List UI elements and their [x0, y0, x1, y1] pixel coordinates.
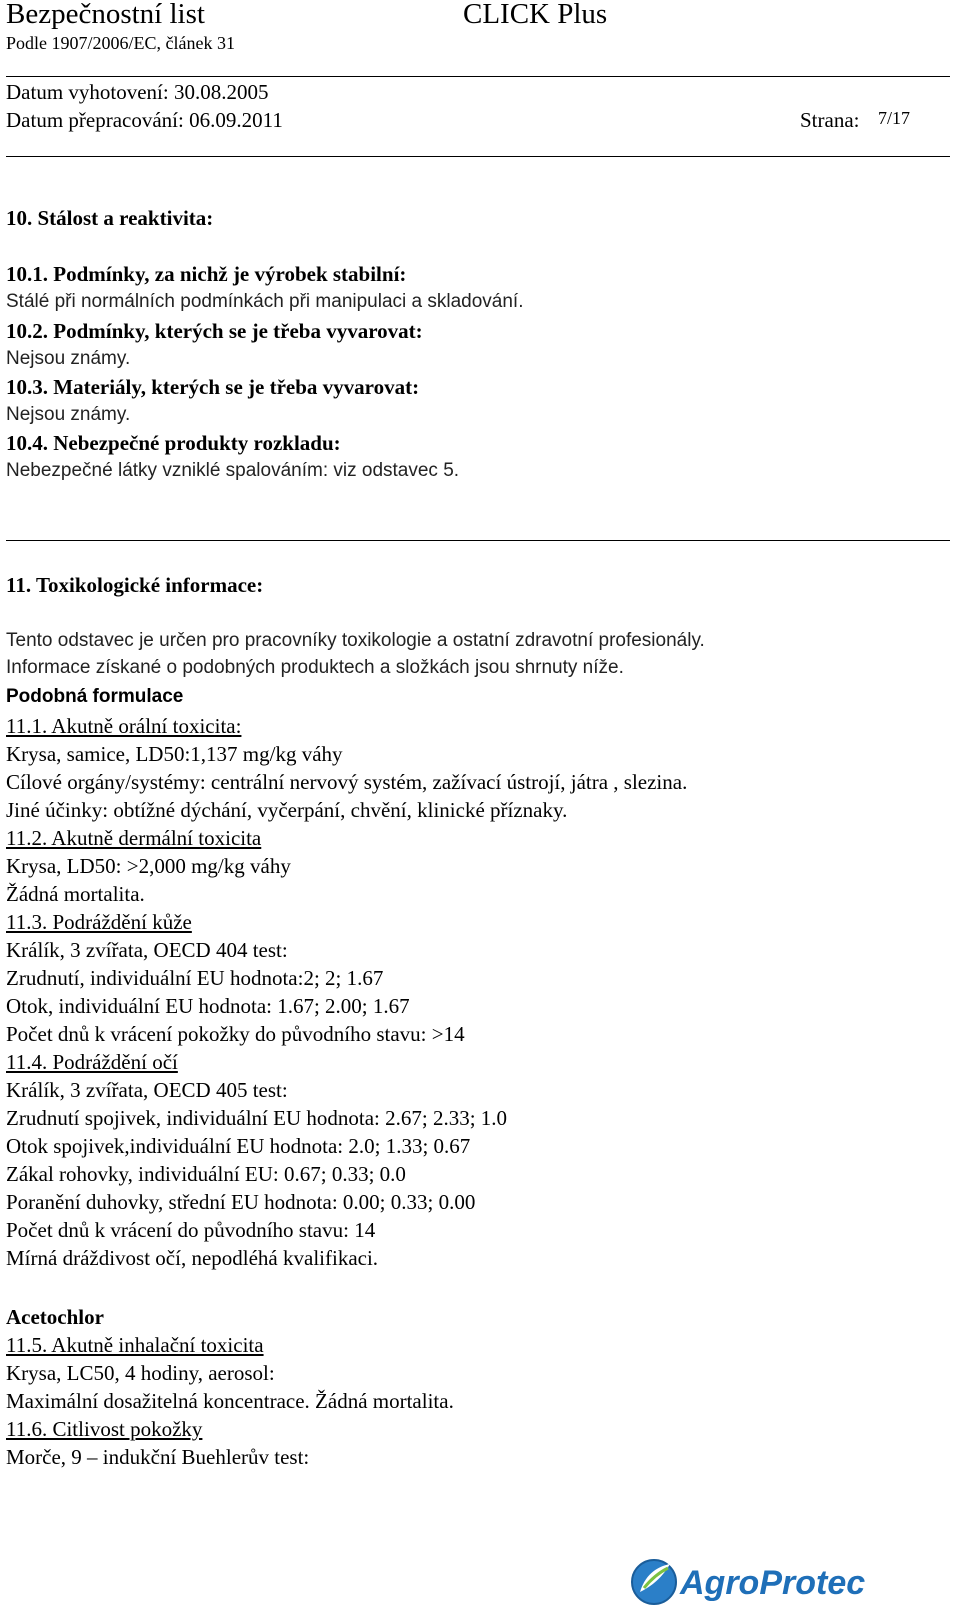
header-divider-bottom — [6, 156, 950, 157]
product-name: CLICK Plus — [463, 0, 608, 30]
section-10-2-heading: 10.2. Podmínky, kterých se je třeba vyvarovat: — [6, 319, 423, 343]
section-10-4-text: Nebezpečné látky vzniklé spalováním: viz odstavec 5. — [6, 460, 460, 481]
section-11-2-line: Žádná mortalita. — [6, 882, 145, 906]
section-10-3-heading: 10.3. Materiály, kterých se je třeba vyvarovat: — [6, 375, 420, 399]
section-divider — [6, 540, 950, 541]
section-11-3-heading: 11.3. Podráždění kůže — [6, 910, 192, 934]
agroprotec-logo — [630, 1548, 950, 1612]
section-11-heading: 11. Toxikologické informace: — [6, 573, 264, 597]
section-11-2-line: Krysa, LD50: >2,000 mg/kg váhy — [6, 854, 291, 878]
section-11-4-line: Mírná dráždivost očí, nepodléhá kvalifikaci. — [6, 1246, 379, 1270]
group-acetochlor: Acetochlor — [6, 1305, 104, 1329]
document-title: Bezpečnostní list — [6, 0, 205, 30]
section-11-5-line: Krysa, LC50, 4 hodiny, aerosol: — [6, 1361, 275, 1385]
section-11-6-line: Morče, 9 – indukční Buehlerův test: — [6, 1445, 310, 1469]
section-11-3-line: Zrudnutí, individuální EU hodnota:2; 2; 1.67 — [6, 966, 384, 990]
section-11-4-line: Králík, 3 zvířata, OECD 405 test: — [6, 1078, 288, 1102]
logo-text: AgroProtec — [680, 1564, 866, 1602]
section-11-4-line: Zákal rohovky, individuální EU: 0.67; 0.33; 0.0 — [6, 1162, 406, 1186]
section-11-5-line: Maximální dosažitelná koncentrace. Žádná mortalita. — [6, 1389, 454, 1413]
page-label: Strana: — [800, 108, 860, 132]
section-11-1-line: Jiné účinky: obtížné dýchání, vyčerpání, chvění, klinické příznaky. — [6, 798, 568, 822]
date-revised: Datum přepracování: 06.09.2011 — [6, 108, 283, 132]
section-11-3-line: Králík, 3 zvířata, OECD 404 test: — [6, 938, 288, 962]
section-11-6-heading: 11.6. Citlivost pokožky — [6, 1417, 203, 1441]
regulation-note: Podle 1907/2006/EC, článek 31 — [6, 33, 235, 53]
section-11-1-line: Krysa, samice, LD50:1,137 mg/kg váhy — [6, 742, 343, 766]
section-11-4-line: Počet dnů k vrácení do původního stavu: 14 — [6, 1218, 376, 1242]
section-11-intro-1: Tento odstavec je určen pro pracovníky toxikologie a ostatní zdravotní profesionály. — [6, 630, 705, 651]
section-10-1-text: Stálé při normálních podmínkách při manipulaci a skladování. — [6, 291, 524, 312]
section-11-1-line: Cílové orgány/systémy: centrální nervový systém, zažívací ústrojí, játra , slezina. — [6, 770, 688, 794]
section-11-5-heading: 11.5. Akutně inhalační toxicita — [6, 1333, 264, 1357]
header-divider-top — [6, 76, 950, 77]
agroprotec-logo-icon — [630, 1548, 950, 1612]
section-11-4-heading: 11.4. Podráždění očí — [6, 1050, 178, 1074]
group-similar-formulation: Podobná formulace — [6, 686, 184, 707]
section-10-2-text: Nejsou známy. — [6, 348, 131, 369]
section-11-1-heading: 11.1. Akutně orální toxicita: — [6, 714, 242, 738]
section-11-intro-2: Informace získané o podobných produktech a složkách jsou shrnuty níže. — [6, 657, 624, 678]
section-11-3-line: Počet dnů k vrácení pokožky do původního stavu: >14 — [6, 1022, 465, 1046]
date-created: Datum vyhotovení: 30.08.2005 — [6, 80, 269, 104]
section-11-4-line: Zrudnutí spojivek, individuální EU hodnota: 2.67; 2.33; 1.0 — [6, 1106, 508, 1130]
section-10-1-heading: 10.1. Podmínky, za nichž je výrobek stabilní: — [6, 262, 407, 286]
section-10-heading: 10. Stálost a reaktivita: — [6, 206, 214, 230]
section-10-4-heading: 10.4. Nebezpečné produkty rozkladu: — [6, 431, 341, 455]
section-11-3-line: Otok, individuální EU hodnota: 1.67; 2.00; 1.67 — [6, 994, 410, 1018]
section-11-2-heading: 11.2. Akutně dermální toxicita — [6, 826, 262, 850]
section-11-4-line: Poranění duhovky, střední EU hodnota: 0.00; 0.33; 0.00 — [6, 1190, 476, 1214]
section-11-4-line: Otok spojivek,individuální EU hodnota: 2.0; 1.33; 0.67 — [6, 1134, 471, 1158]
page-number: 7/17 — [878, 108, 911, 128]
section-10-3-text: Nejsou známy. — [6, 404, 131, 425]
